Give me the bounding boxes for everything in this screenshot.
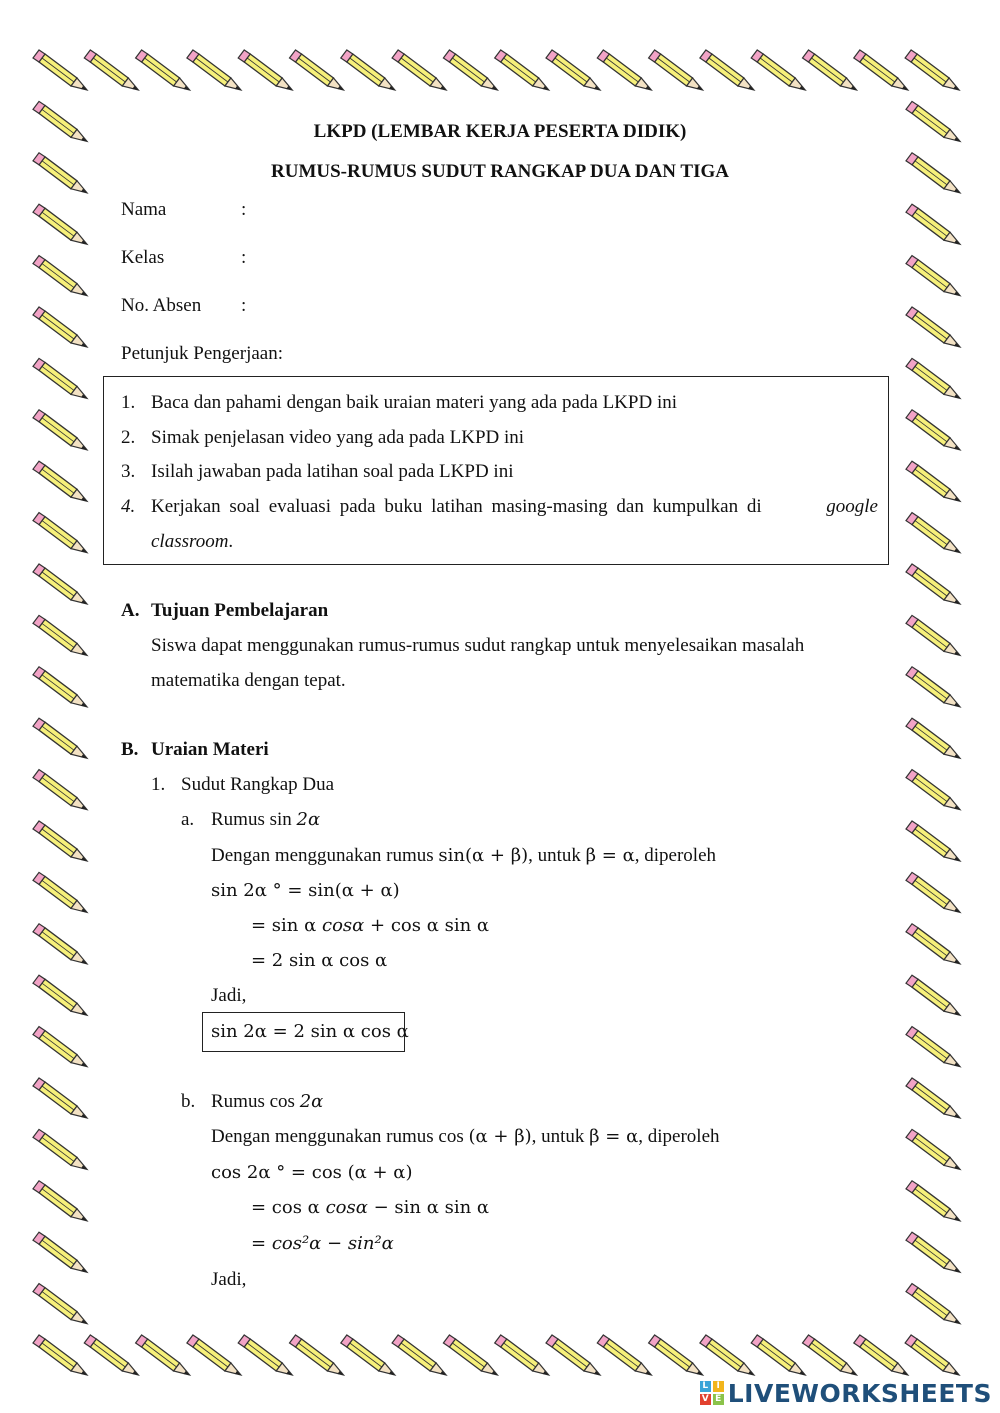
pencil-icon bbox=[33, 1232, 87, 1272]
item-a-title-math: 2α bbox=[296, 809, 321, 830]
pencil-icon bbox=[905, 1335, 959, 1375]
section-b-label: B. bbox=[121, 739, 139, 760]
item-a-intro bbox=[211, 845, 716, 867]
subsection-title: Sudut Rangkap Dua bbox=[181, 774, 335, 795]
pencil-icon bbox=[136, 50, 190, 90]
instruction-item: Simak penjelasan video yang ada pada LKPD ini bbox=[151, 427, 525, 448]
pencil-icon bbox=[906, 461, 960, 501]
logo-letter: V bbox=[700, 1394, 711, 1405]
pencil-icon bbox=[906, 1284, 960, 1324]
worksheet-title: LKPD (LEMBAR KERJA PESERTA DIDIK) bbox=[313, 121, 687, 142]
instruction-text: . bbox=[228, 531, 234, 552]
pencil-icon bbox=[33, 718, 87, 758]
jadi-text: Jadi, bbox=[211, 1269, 247, 1290]
pencil-icon bbox=[33, 1181, 87, 1221]
equation-line bbox=[251, 1233, 394, 1254]
instruction-item: Baca dan pahami dengan baik uraian materi yang ada pada LKPD ini bbox=[151, 392, 677, 413]
instruction-num: 2. bbox=[121, 427, 136, 448]
pencil-icon bbox=[700, 1335, 754, 1375]
pencil-icon bbox=[290, 50, 344, 90]
pencil-icon bbox=[238, 1335, 292, 1375]
pencil-icon bbox=[33, 667, 87, 707]
logo-letter: I bbox=[713, 1381, 724, 1392]
intro-text: Dengan menggunakan rumus cos bbox=[211, 1126, 469, 1147]
pencil-icon bbox=[597, 50, 651, 90]
instruction-item: Isilah jawaban pada latihan soal pada LKPD ini bbox=[151, 461, 514, 482]
pencil-icon bbox=[33, 513, 87, 553]
pencil-icon bbox=[906, 1181, 960, 1221]
pencil-icon bbox=[597, 1335, 651, 1375]
logo-mark-icon bbox=[700, 1381, 724, 1405]
pencil-icon bbox=[906, 564, 960, 604]
intro-text: , diperoleh bbox=[634, 845, 717, 866]
pencil-icon bbox=[906, 1027, 960, 1067]
pencil-icon bbox=[33, 615, 87, 655]
item-a-label: a. bbox=[181, 809, 195, 830]
item-b-title bbox=[211, 1091, 323, 1113]
equation-line bbox=[251, 915, 489, 936]
colon-absen: : bbox=[241, 295, 247, 316]
pencil-icon bbox=[906, 975, 960, 1015]
pencil-icon bbox=[906, 924, 960, 964]
label-kelas: Kelas bbox=[121, 247, 165, 268]
jadi-text: Jadi, bbox=[211, 985, 247, 1006]
instruction-text: Kerjakan soal evaluasi pada buku latihan masing-masing dan kumpulkan di bbox=[151, 496, 762, 517]
pencil-icon bbox=[84, 50, 138, 90]
pencil-icon bbox=[906, 667, 960, 707]
instruction-item-cont bbox=[151, 531, 233, 553]
pencil-icon bbox=[751, 1335, 805, 1375]
pencil-icon bbox=[33, 204, 87, 244]
intro-math: sin(α + β) bbox=[438, 845, 529, 866]
item-b-intro bbox=[211, 1126, 720, 1148]
pencil-icon bbox=[290, 1335, 344, 1375]
equation-line bbox=[251, 1197, 489, 1218]
pencil-icon bbox=[33, 1284, 87, 1324]
instruction-num: 4. bbox=[121, 496, 136, 517]
instructions-heading: Petunjuk Pengerjaan: bbox=[121, 343, 283, 364]
liveworksheets-logo[interactable] bbox=[700, 1376, 992, 1410]
pencil-icon bbox=[906, 204, 960, 244]
pencil-icon bbox=[33, 461, 87, 501]
instruction-num: 3. bbox=[121, 461, 136, 482]
pencil-icon bbox=[495, 50, 549, 90]
equation-part: cosα bbox=[322, 915, 365, 936]
colon-nama: : bbox=[241, 199, 247, 220]
label-nama: Nama bbox=[121, 199, 167, 220]
pencil-icon bbox=[649, 1335, 703, 1375]
section-a-text: matematika dengan tepat. bbox=[151, 670, 346, 691]
pencil-icon bbox=[906, 1129, 960, 1169]
pencil-icon bbox=[84, 1335, 138, 1375]
equation-line: sin 2α ° = sin(α + α) bbox=[211, 880, 400, 901]
pencil-icon bbox=[854, 1335, 908, 1375]
pencil-icon bbox=[751, 50, 805, 90]
pencil-icon bbox=[33, 564, 87, 604]
section-a-title: Tujuan Pembelajaran bbox=[151, 600, 329, 621]
pencil-icon bbox=[33, 410, 87, 450]
item-b-title-math: 2α bbox=[299, 1091, 324, 1112]
equation-part: + cos α sin α bbox=[364, 915, 490, 936]
equation-part: = cos α bbox=[251, 1197, 326, 1218]
pencil-icon bbox=[906, 256, 960, 296]
pencil-icon bbox=[906, 513, 960, 553]
logo-text: LIVEWORKSHEETS bbox=[727, 1378, 992, 1408]
pencil-icon bbox=[906, 615, 960, 655]
equation-line: cos 2α ° = cos (α + α) bbox=[211, 1162, 413, 1183]
pencil-icon bbox=[495, 1335, 549, 1375]
colon-kelas: : bbox=[241, 247, 247, 268]
pencil-icon bbox=[33, 50, 87, 90]
pencil-icon bbox=[341, 50, 395, 90]
pencil-icon bbox=[392, 1335, 446, 1375]
instruction-item bbox=[151, 496, 878, 518]
logo-letter: L bbox=[700, 1381, 711, 1392]
pencil-icon bbox=[33, 256, 87, 296]
subsection-num: 1. bbox=[151, 774, 166, 795]
pencil-icon bbox=[33, 358, 87, 398]
pencil-icon bbox=[854, 50, 908, 90]
intro-math: (α + β) bbox=[468, 1126, 532, 1147]
pencil-icon bbox=[33, 1335, 87, 1375]
pencil-icon bbox=[649, 50, 703, 90]
item-a-title-text: Rumus sin bbox=[211, 809, 297, 830]
intro-text: , untuk bbox=[528, 845, 586, 866]
logo-letter: E bbox=[713, 1394, 724, 1405]
pencil-icon bbox=[906, 821, 960, 861]
instruction-text-italic: classroom bbox=[151, 531, 229, 552]
pencil-icon bbox=[33, 1129, 87, 1169]
pencil-icon bbox=[443, 1335, 497, 1375]
pencil-icon bbox=[33, 307, 87, 347]
pencil-icon bbox=[33, 770, 87, 810]
pencil-icon bbox=[906, 1232, 960, 1272]
intro-math: β = α bbox=[585, 845, 635, 866]
equation-part: cosα bbox=[325, 1197, 368, 1218]
pencil-icon bbox=[33, 924, 87, 964]
pencil-icon bbox=[392, 50, 446, 90]
intro-text: Dengan menggunakan rumus bbox=[211, 845, 439, 866]
pencil-icon bbox=[803, 50, 857, 90]
intro-math: β = α bbox=[589, 1126, 639, 1147]
item-b-label: b. bbox=[181, 1091, 196, 1112]
equation-line: = 2 sin α cos α bbox=[251, 950, 388, 971]
pencil-icon bbox=[906, 872, 960, 912]
pencil-icon bbox=[238, 50, 292, 90]
equation-part: = bbox=[251, 1233, 272, 1254]
pencil-icon bbox=[33, 975, 87, 1015]
pencil-icon bbox=[33, 821, 87, 861]
pencil-icon bbox=[33, 1027, 87, 1067]
section-b-title: Uraian Materi bbox=[151, 739, 269, 760]
equation-part: − sin α sin α bbox=[367, 1197, 490, 1218]
equation-part: = sin α bbox=[251, 915, 322, 936]
pencil-icon bbox=[33, 1078, 87, 1118]
pencil-icon bbox=[906, 1078, 960, 1118]
instruction-num: 1. bbox=[121, 392, 136, 413]
pencil-icon bbox=[443, 50, 497, 90]
section-a-label: A. bbox=[121, 600, 140, 621]
pencil-icon bbox=[905, 50, 959, 90]
intro-text: , diperoleh bbox=[638, 1126, 720, 1147]
pencil-icon bbox=[803, 1335, 857, 1375]
section-a-text: Siswa dapat menggunakan rumus-rumus sudut rangkap untuk menyelesaikan masalah bbox=[151, 635, 805, 656]
pencil-icon bbox=[906, 718, 960, 758]
pencil-icon bbox=[33, 872, 87, 912]
equation-part: cos²α − sin²α bbox=[271, 1233, 394, 1254]
pencil-icon bbox=[906, 410, 960, 450]
item-a-title bbox=[211, 809, 320, 831]
pencil-icon bbox=[187, 1335, 241, 1375]
worksheet-subtitle: RUMUS-RUMUS SUDUT RANGKAP DUA DAN TIGA bbox=[271, 161, 729, 182]
pencil-icon bbox=[341, 1335, 395, 1375]
intro-text: , untuk bbox=[531, 1126, 590, 1147]
pencil-icon bbox=[546, 1335, 600, 1375]
label-absen: No. Absen bbox=[121, 295, 202, 316]
pencil-icon bbox=[906, 307, 960, 347]
item-b-title-text: Rumus cos bbox=[211, 1091, 300, 1112]
pencil-icon bbox=[136, 1335, 190, 1375]
pencil-icon bbox=[906, 358, 960, 398]
pencil-icon bbox=[906, 770, 960, 810]
boxed-formula: sin 2α = 2 sin α cos α bbox=[211, 1021, 409, 1042]
pencil-icon bbox=[187, 50, 241, 90]
pencil-icon bbox=[546, 50, 600, 90]
pencil-icon bbox=[700, 50, 754, 90]
instruction-text-italic: google bbox=[826, 496, 878, 517]
